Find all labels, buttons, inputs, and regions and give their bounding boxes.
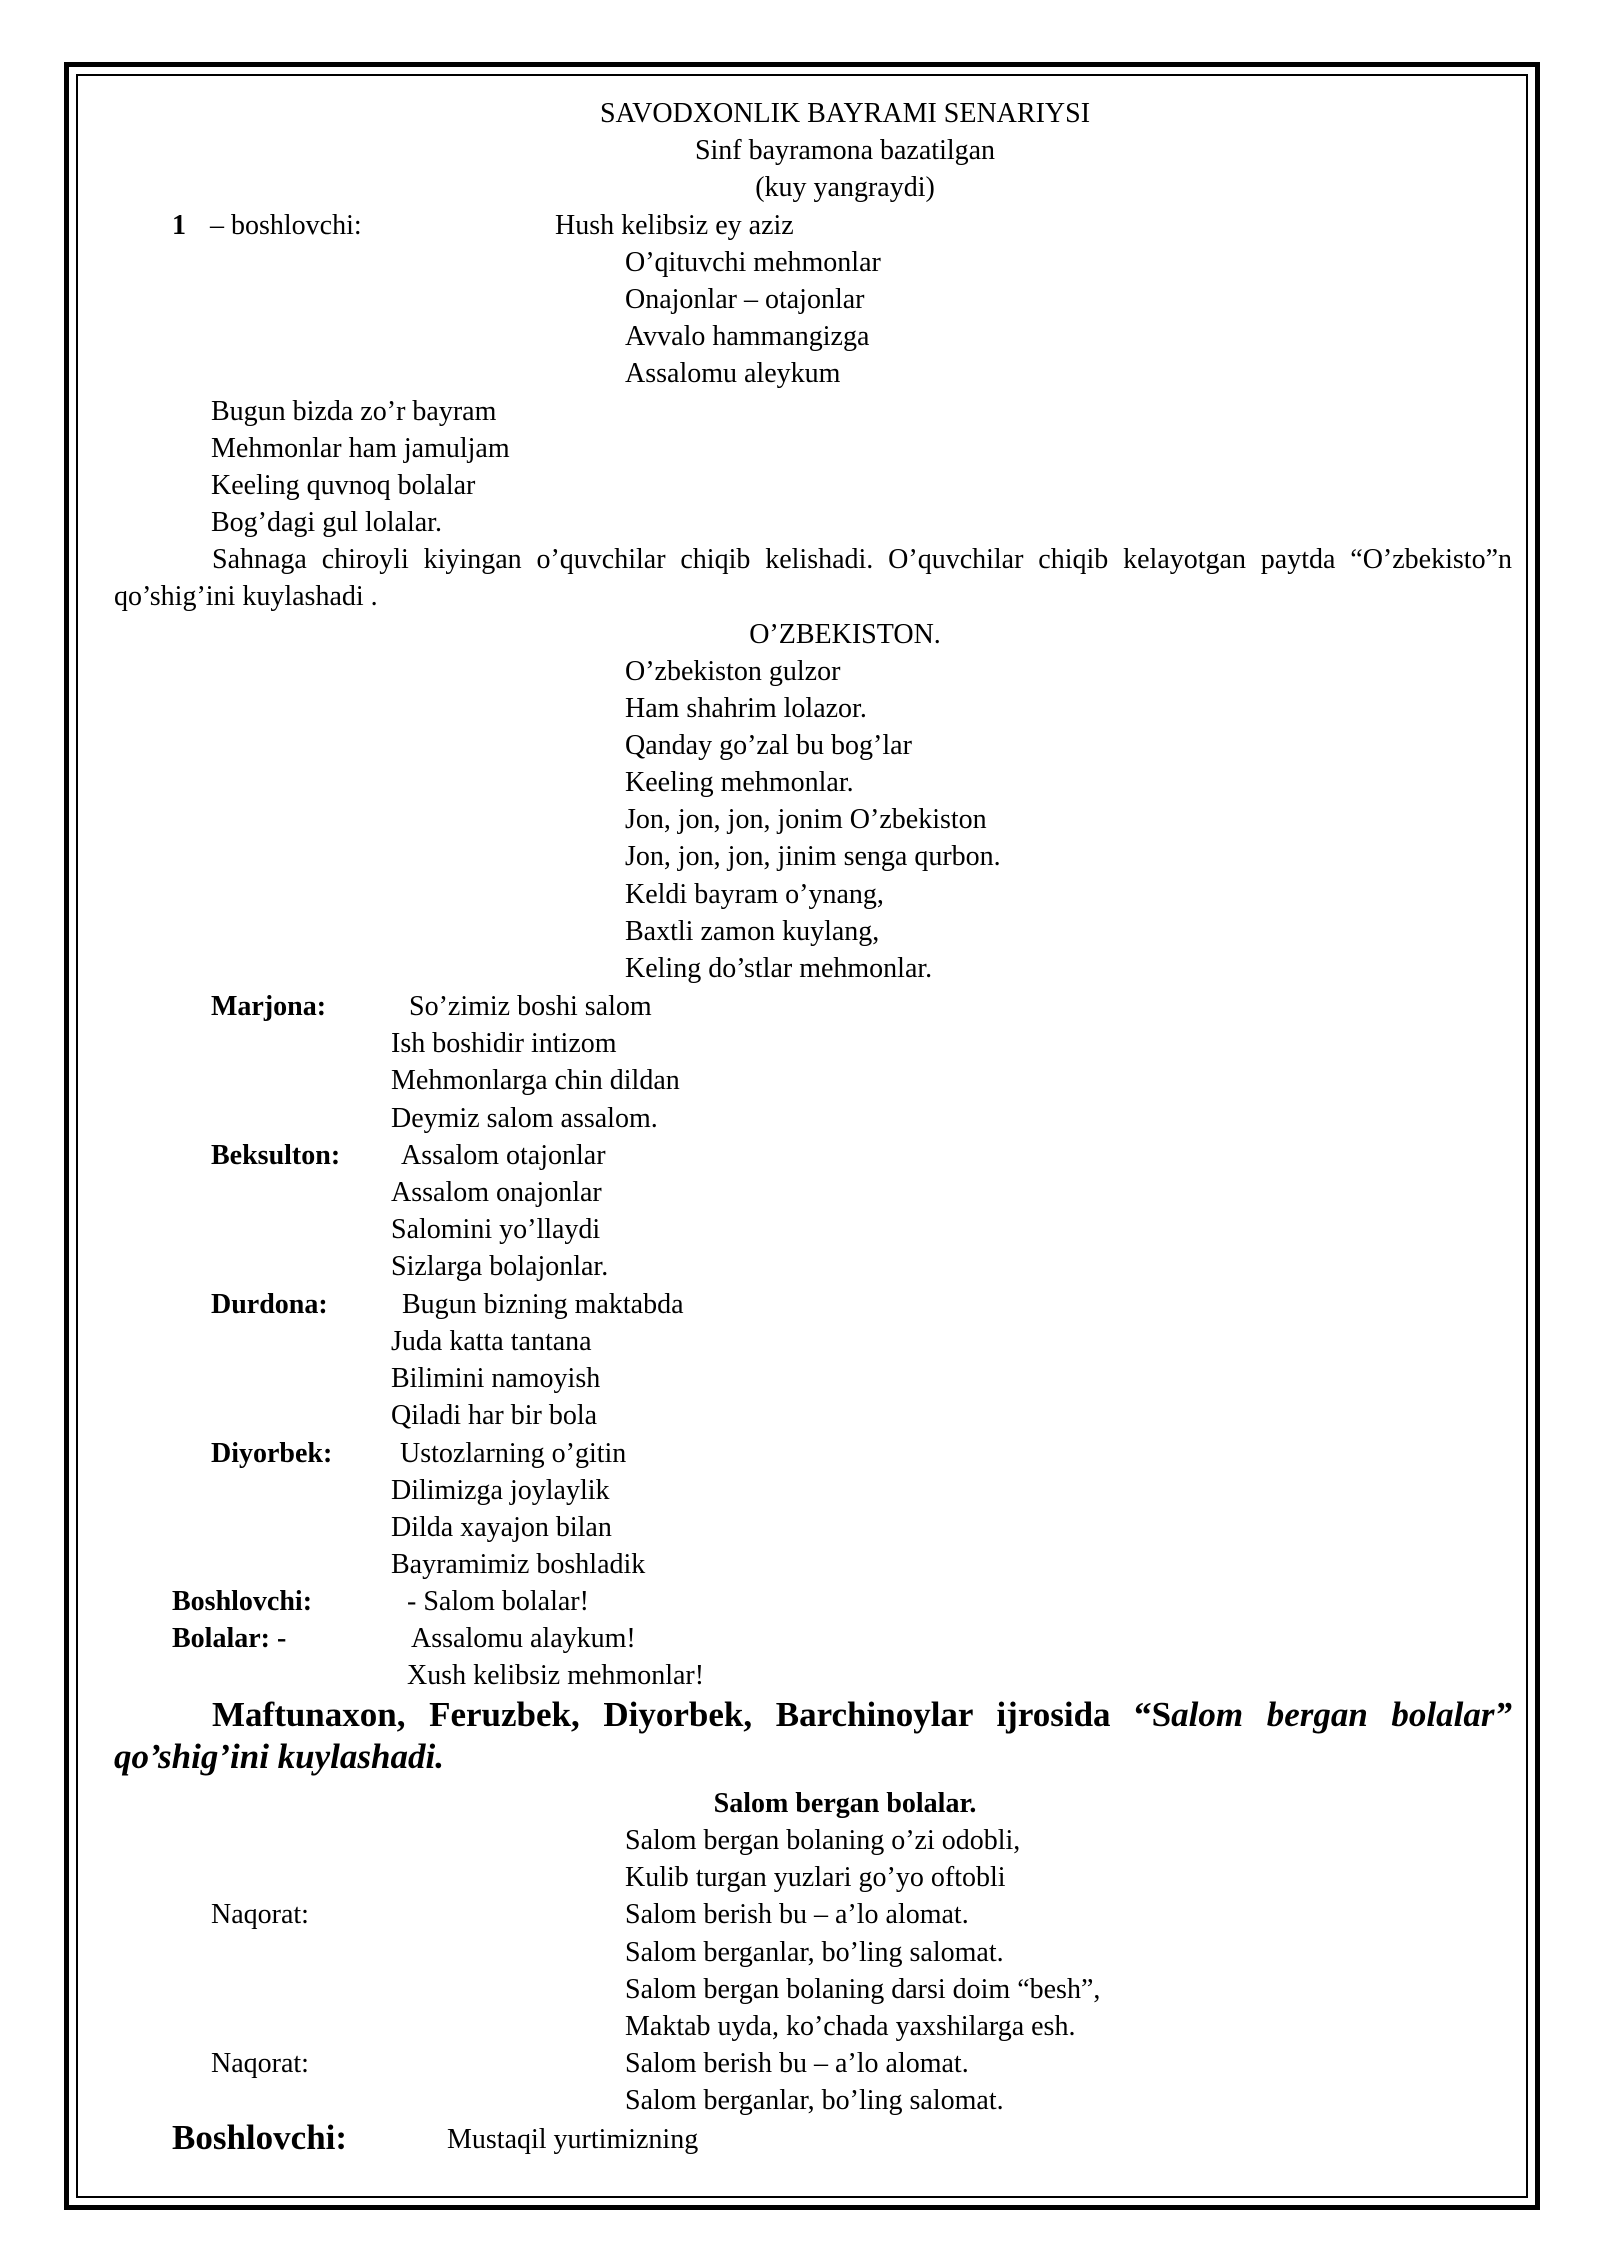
song-title: Salom bergan bolalar. [713, 1788, 977, 1819]
verse-line: Dilimizga joylaylik [391, 1475, 610, 1506]
verse-line: Mehmonlar ham jamuljam [211, 433, 510, 464]
verse-line: Onajonlar – otajonlar [625, 284, 865, 315]
host-label: Boshlovchi: [172, 1586, 313, 1617]
stage-note: (kuy yangraydi) [755, 172, 935, 203]
host-line: Mustaqil yurtimizning [447, 2124, 699, 2155]
verse-line: Dilda xayajon bilan [391, 1512, 612, 1543]
speaker-name: Diyorbek: [211, 1438, 333, 1469]
verse-line: Bayramimiz boshladik [391, 1549, 646, 1580]
host-line: - Salom bolalar! [407, 1586, 589, 1617]
song-line: Maktab uyda, ko’chada yaxshilarga esh. [625, 2011, 1076, 2042]
song-line: Ham shahrim lolazor. [625, 693, 867, 724]
verse-line: Mehmonlarga chin dildan [391, 1065, 680, 1096]
song-line: Salom berganlar, bo’ling salomat. [625, 1937, 1004, 1968]
song-line: Salom berish bu – a’lo alomat. [625, 2048, 969, 2079]
kids-line: Assalomu alaykum! [411, 1623, 636, 1654]
host-role: – boshlovchi: [210, 210, 362, 241]
verse-line: Bilimini namoyish [391, 1363, 601, 1394]
host-first-line: Hush kelibsiz ey aziz [555, 210, 794, 241]
verse-line: Avvalo hammangizga [625, 321, 870, 352]
verse-line: Bugun bizda zo’r bayram [211, 396, 497, 427]
verse-line: Keeling quvnoq bolalar [211, 470, 476, 501]
song-line: Keling do’stlar mehmonlar. [625, 953, 933, 984]
song-line: O’zbekiston gulzor [625, 656, 841, 687]
verse-line: Qiladi har bir bola [391, 1400, 598, 1431]
stage-direction-paragraph: Sahnaga chiroyli kiyingan o’quvchilar chiqib kelishadi. O’quvchilar chiqib kelayotgan paytda “O’zbekisto”n qo’shig’ini kuylashadi . [114, 544, 1512, 612]
verse-line: Deymiz salom assalom. [391, 1103, 658, 1134]
song-line: Keldi bayram o’ynang, [625, 879, 884, 910]
song-line: Salom bergan bolaning darsi doim “besh”, [625, 1974, 1101, 2005]
refrain-label: Naqorat: [211, 2048, 309, 2079]
verse-line: Assalomu aleykum [625, 358, 841, 389]
speaker-first-line: So’zimiz boshi salom [409, 991, 652, 1022]
speaker-name: Beksulton: [211, 1140, 341, 1171]
verse-line: Juda katta tantana [391, 1326, 592, 1357]
song-line: Kulib turgan yuzlari go’yo oftobli [625, 1862, 1006, 1893]
verse-line: Salomini yo’llaydi [391, 1214, 601, 1245]
song-line: Keeling mehmonlar. [625, 767, 854, 798]
song-line: Qanday go’zal bu bog’lar [625, 730, 912, 761]
song-line: Jon, jon, jon, jinim senga qurbon. [625, 841, 1001, 872]
host-label: Boshlovchi: [172, 2118, 348, 2157]
speaker-first-line: Ustozlarning o’gitin [400, 1438, 627, 1469]
doc-title: SAVODXONLIK BAYRAMI SENARIYSI [599, 98, 1091, 129]
speaker-name: Durdona: [211, 1289, 328, 1320]
song-line: Salom berish bu – a’lo alomat. [625, 1899, 969, 1930]
speaker-first-line: Bugun bizning maktabda [402, 1289, 684, 1320]
performance-paragraph: Maftunaxon, Feruzbek, Diyorbek, Barchinoylar ijrosida “Salom bergan bolalar” qo’shig’ini kuylashadi. [114, 1695, 1512, 1776]
host-number: 1 [172, 210, 186, 241]
verse-line: Ish boshidir intizom [391, 1028, 617, 1059]
verse-line: Assalom onajonlar [391, 1177, 602, 1208]
doc-subtitle: Sinf bayramona bazatilgan [694, 135, 996, 166]
verse-line: Sizlarga bolajonlar. [391, 1251, 609, 1282]
speaker-first-line: Assalom otajonlar [401, 1140, 606, 1171]
verse-line: Bog’dagi gul lolalar. [211, 507, 442, 538]
song-title: O’ZBEKISTON. [749, 619, 941, 650]
kids-line: Xush kelibsiz mehmonlar! [407, 1660, 705, 1691]
kids-label: Bolalar: - [172, 1623, 287, 1654]
song-line: Salom berganlar, bo’ling salomat. [625, 2085, 1004, 2116]
song-line: Jon, jon, jon, jonim O’zbekiston [625, 804, 987, 835]
song-line: Salom bergan bolaning o’zi odobli, [625, 1825, 1021, 1856]
speaker-name: Marjona: [211, 991, 327, 1022]
verse-line: O’qituvchi mehmonlar [625, 247, 881, 278]
song-line: Baxtli zamon kuylang, [625, 916, 880, 947]
refrain-label: Naqorat: [211, 1899, 309, 1930]
